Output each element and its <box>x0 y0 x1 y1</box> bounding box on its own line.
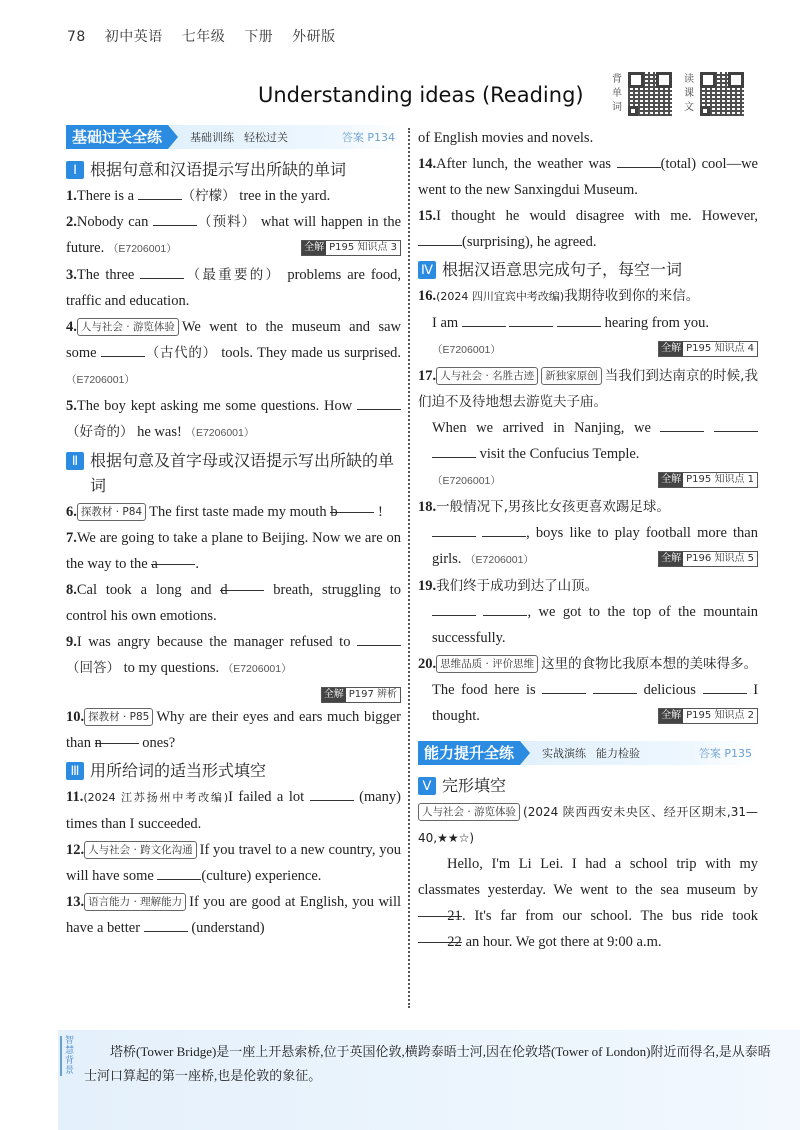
solution-ref[interactable]: 全解 P195 知识点 4 <box>658 341 758 357</box>
solution-ref[interactable]: 全解 P195 知识点 2 <box>658 708 758 724</box>
volume: 下册 <box>244 29 274 45</box>
topic-tag: 人与社会 · 跨文化沟通 <box>84 841 197 859</box>
qr-code-icon <box>700 72 744 116</box>
question-9: 9.I was angry because the manager refused to （回答） to my questions. （E7206001） <box>66 629 401 682</box>
question-13: 13. 语言能力 · 理解能力 If you are good at English, you will have a better (understand) <box>66 894 401 936</box>
answer-blank[interactable] <box>144 918 188 932</box>
answer-blank[interactable] <box>617 154 661 168</box>
question-18: 18.一般情况下,男孩比女孩更喜欢踢足球。 , boys like to play football more than girls. （E7206001） 全解 P196 知识点 5 <box>418 499 758 567</box>
qr-vocab-label: 背 单 词 <box>612 74 622 113</box>
qr-text-label: 读 课 文 <box>684 74 694 113</box>
answer-blank[interactable] <box>157 866 201 880</box>
question-14: 14.After lunch, the weather was (total) cool—we went to the new Sanxingdui Museum. <box>418 156 758 198</box>
question-12: 12. 人与社会 · 跨文化沟通 If you travel to a new country, you will have some (culture) experience. <box>66 842 401 884</box>
answer-blank[interactable] <box>703 680 747 694</box>
question-11: 11.(2024 江苏扬州中考改编)I failed a lot (many) times than I succeeded. <box>66 789 401 832</box>
question-19: 19.我们终于成功到达了山顶。 , we got to the top of the mountain successfully. <box>418 578 759 646</box>
answer-blank[interactable] <box>483 602 527 616</box>
background-note <box>58 1030 800 1130</box>
grade: 七年级 <box>181 29 226 45</box>
question-3: 3.The three （最重要的） problems are food, traffic and education. <box>66 267 402 309</box>
note-side-label: 智慧背景 <box>60 1036 74 1076</box>
page-title: Understanding ideas (Reading) <box>258 83 584 107</box>
running-header <box>67 26 350 46</box>
topic-tag: 人与社会 · 名胜古迹 <box>436 367 538 385</box>
banner-subtitle: 实战演练 能力检验 <box>542 747 641 760</box>
banner-subtitle: 基础训练 轻松过关 <box>190 131 289 144</box>
banner-advanced <box>418 741 758 765</box>
right-column <box>418 125 758 955</box>
banner-basic <box>66 125 401 149</box>
answer-blank[interactable] <box>432 602 476 616</box>
left-column <box>66 125 401 941</box>
banner-tag: 基础过关全练 <box>66 125 168 149</box>
note-text: 塔桥(Tower Bridge)是一座上开悬索桥,位于英国伦敦,横跨泰晤士河,因在伦敦塔(Tower of London)附近而得名,是从泰晤士河口算起的第一座桥,也是伦敦的象征。 <box>84 1044 771 1083</box>
topic-tag: 探教材 · P85 <box>84 708 153 726</box>
question-2: 2.Nobody can （预料） what will happen in the future. （E7206001） 全解 P195 知识点 3 <box>66 214 402 256</box>
answer-blank[interactable] <box>714 418 758 432</box>
answer-blank[interactable] <box>557 313 601 327</box>
answer-blank[interactable] <box>357 396 401 410</box>
answer-blank[interactable] <box>310 787 354 801</box>
question-10: 10. 探教材 · P85 Why are their eyes and ears much bigger than n ones? <box>66 709 401 751</box>
solution-ref[interactable]: 全解 P196 知识点 5 <box>658 551 758 567</box>
answer-blank[interactable]: b <box>330 499 374 513</box>
section-heading-5: Ⅴ 完形填空 <box>418 773 758 798</box>
answer-blank[interactable] <box>153 212 197 226</box>
section-heading-4: Ⅳ 根据汉语意思完成句子，每空一词 <box>418 257 758 282</box>
answer-page-link[interactable]: 答案 P135 <box>698 747 752 760</box>
answer-blank[interactable]: a <box>151 551 195 565</box>
topic-tag: 人与社会 · 游览体验 <box>418 803 520 821</box>
column-divider <box>408 128 410 1008</box>
answer-blank[interactable] <box>432 523 476 537</box>
question-7: 7.We are going to take a plane to Beijing. Now we are on the way to the a . <box>66 530 401 572</box>
question-5: 5.The boy kept asking me some questions. How （好奇的） he was! （E7206001） <box>66 393 401 446</box>
original-tag: 新独家原创 <box>541 367 602 385</box>
section-heading-2: Ⅱ 根据句意及首字母或汉语提示写出所缺的单词 <box>66 448 401 498</box>
question-4: 4. 人与社会 · 游览体验 We went to the museum and saw some （古代的） tools. They made us surprised. （E7206001） <box>66 319 402 386</box>
edition: 外研版 <box>292 29 336 45</box>
solution-ref[interactable]: 全解 P195 知识点 3 <box>301 240 401 256</box>
answer-blank[interactable] <box>542 680 586 694</box>
question-13-continued: of English movies and novels. <box>418 130 594 146</box>
question-1: 1.There is a （柠檬） tree in the yard. <box>66 188 331 204</box>
topic-tag: 语言能力 · 理解能力 <box>84 893 186 911</box>
section-heading-1: Ⅰ 根据句意和汉语提示写出所缺的单词 <box>66 157 401 182</box>
question-15: 15.I thought he would disagree with me. However, (surprising), he agreed. <box>418 208 758 250</box>
qr-text[interactable] <box>684 72 744 116</box>
subject: 初中英语 <box>104 29 163 45</box>
cloze-blank-21[interactable]: 21 <box>418 903 462 917</box>
question-16: 16.(2024 四川宜宾中考改编)我期待收到你的来信。 I am hearing from you. （E7206001） 全解 P195 知识点 4 <box>418 283 758 363</box>
page-number: 78 <box>67 29 86 45</box>
topic-tag: 人与社会 · 游览体验 <box>77 318 179 336</box>
solution-ref[interactable]: 全解 P195 知识点 1 <box>658 472 758 488</box>
answer-blank[interactable] <box>593 680 637 694</box>
cloze-passage: Hello, I'm Li Lei. I had a school trip with my classmates yesterday. We went to the sea museum by 21. It's far from our school. The bus ride took 22 an hour. We got there at 9:00 a.m. <box>418 856 758 950</box>
answer-blank[interactable] <box>509 313 553 327</box>
qr-vocab[interactable] <box>612 72 672 116</box>
topic-tag: 思维品质 · 评价思维 <box>436 655 538 673</box>
answer-blank[interactable] <box>357 632 401 646</box>
banner-tag: 能力提升全练 <box>418 741 520 765</box>
answer-blank[interactable] <box>140 265 184 279</box>
section-heading-3: Ⅲ 用所给词的适当形式填空 <box>66 758 401 783</box>
answer-blank[interactable] <box>432 444 476 458</box>
question-8: 8.Cal took a long and d breath, struggling to control his own emotions. <box>66 577 401 629</box>
question-17: 17. 人与社会 · 名胜古迹 新独家原创 当我们到达南京的时候,我们迫不及待地想去游览夫子庙。 When we arrived in Nanjing, we visit the Confucius Temple. （E7206001） 全解 P195 知识点 1 <box>418 368 758 487</box>
answer-blank[interactable] <box>482 523 526 537</box>
answer-blank[interactable]: n <box>95 730 139 744</box>
answer-blank[interactable] <box>462 313 506 327</box>
answer-blank[interactable] <box>418 232 462 246</box>
solution-ref[interactable]: 全解 P197 辨析 <box>321 687 401 703</box>
answer-blank[interactable] <box>138 186 182 200</box>
question-20: 20. 思维品质 · 评价思维 这里的食物比我原本想的美味得多。 The food here is delicious I thought. 全解 P195 知识点 2 <box>418 656 759 724</box>
answer-blank[interactable] <box>660 418 704 432</box>
answer-blank[interactable] <box>101 343 145 357</box>
qr-code-icon <box>628 72 672 116</box>
answer-blank[interactable]: d <box>220 577 264 591</box>
cloze-blank-22[interactable]: 22 <box>418 929 462 943</box>
question-6: 6. 探教材 · P84 The first taste made my mouth b ! <box>66 499 401 525</box>
answer-page-link[interactable]: 答案 P134 <box>341 131 395 144</box>
cloze-source: 人与社会 · 游览体验 (2024 陕西西安未央区、经开区期末,31—40,★★☆) <box>418 805 758 845</box>
topic-tag: 探教材 · P84 <box>77 503 146 521</box>
question-9-ref <box>66 682 401 704</box>
